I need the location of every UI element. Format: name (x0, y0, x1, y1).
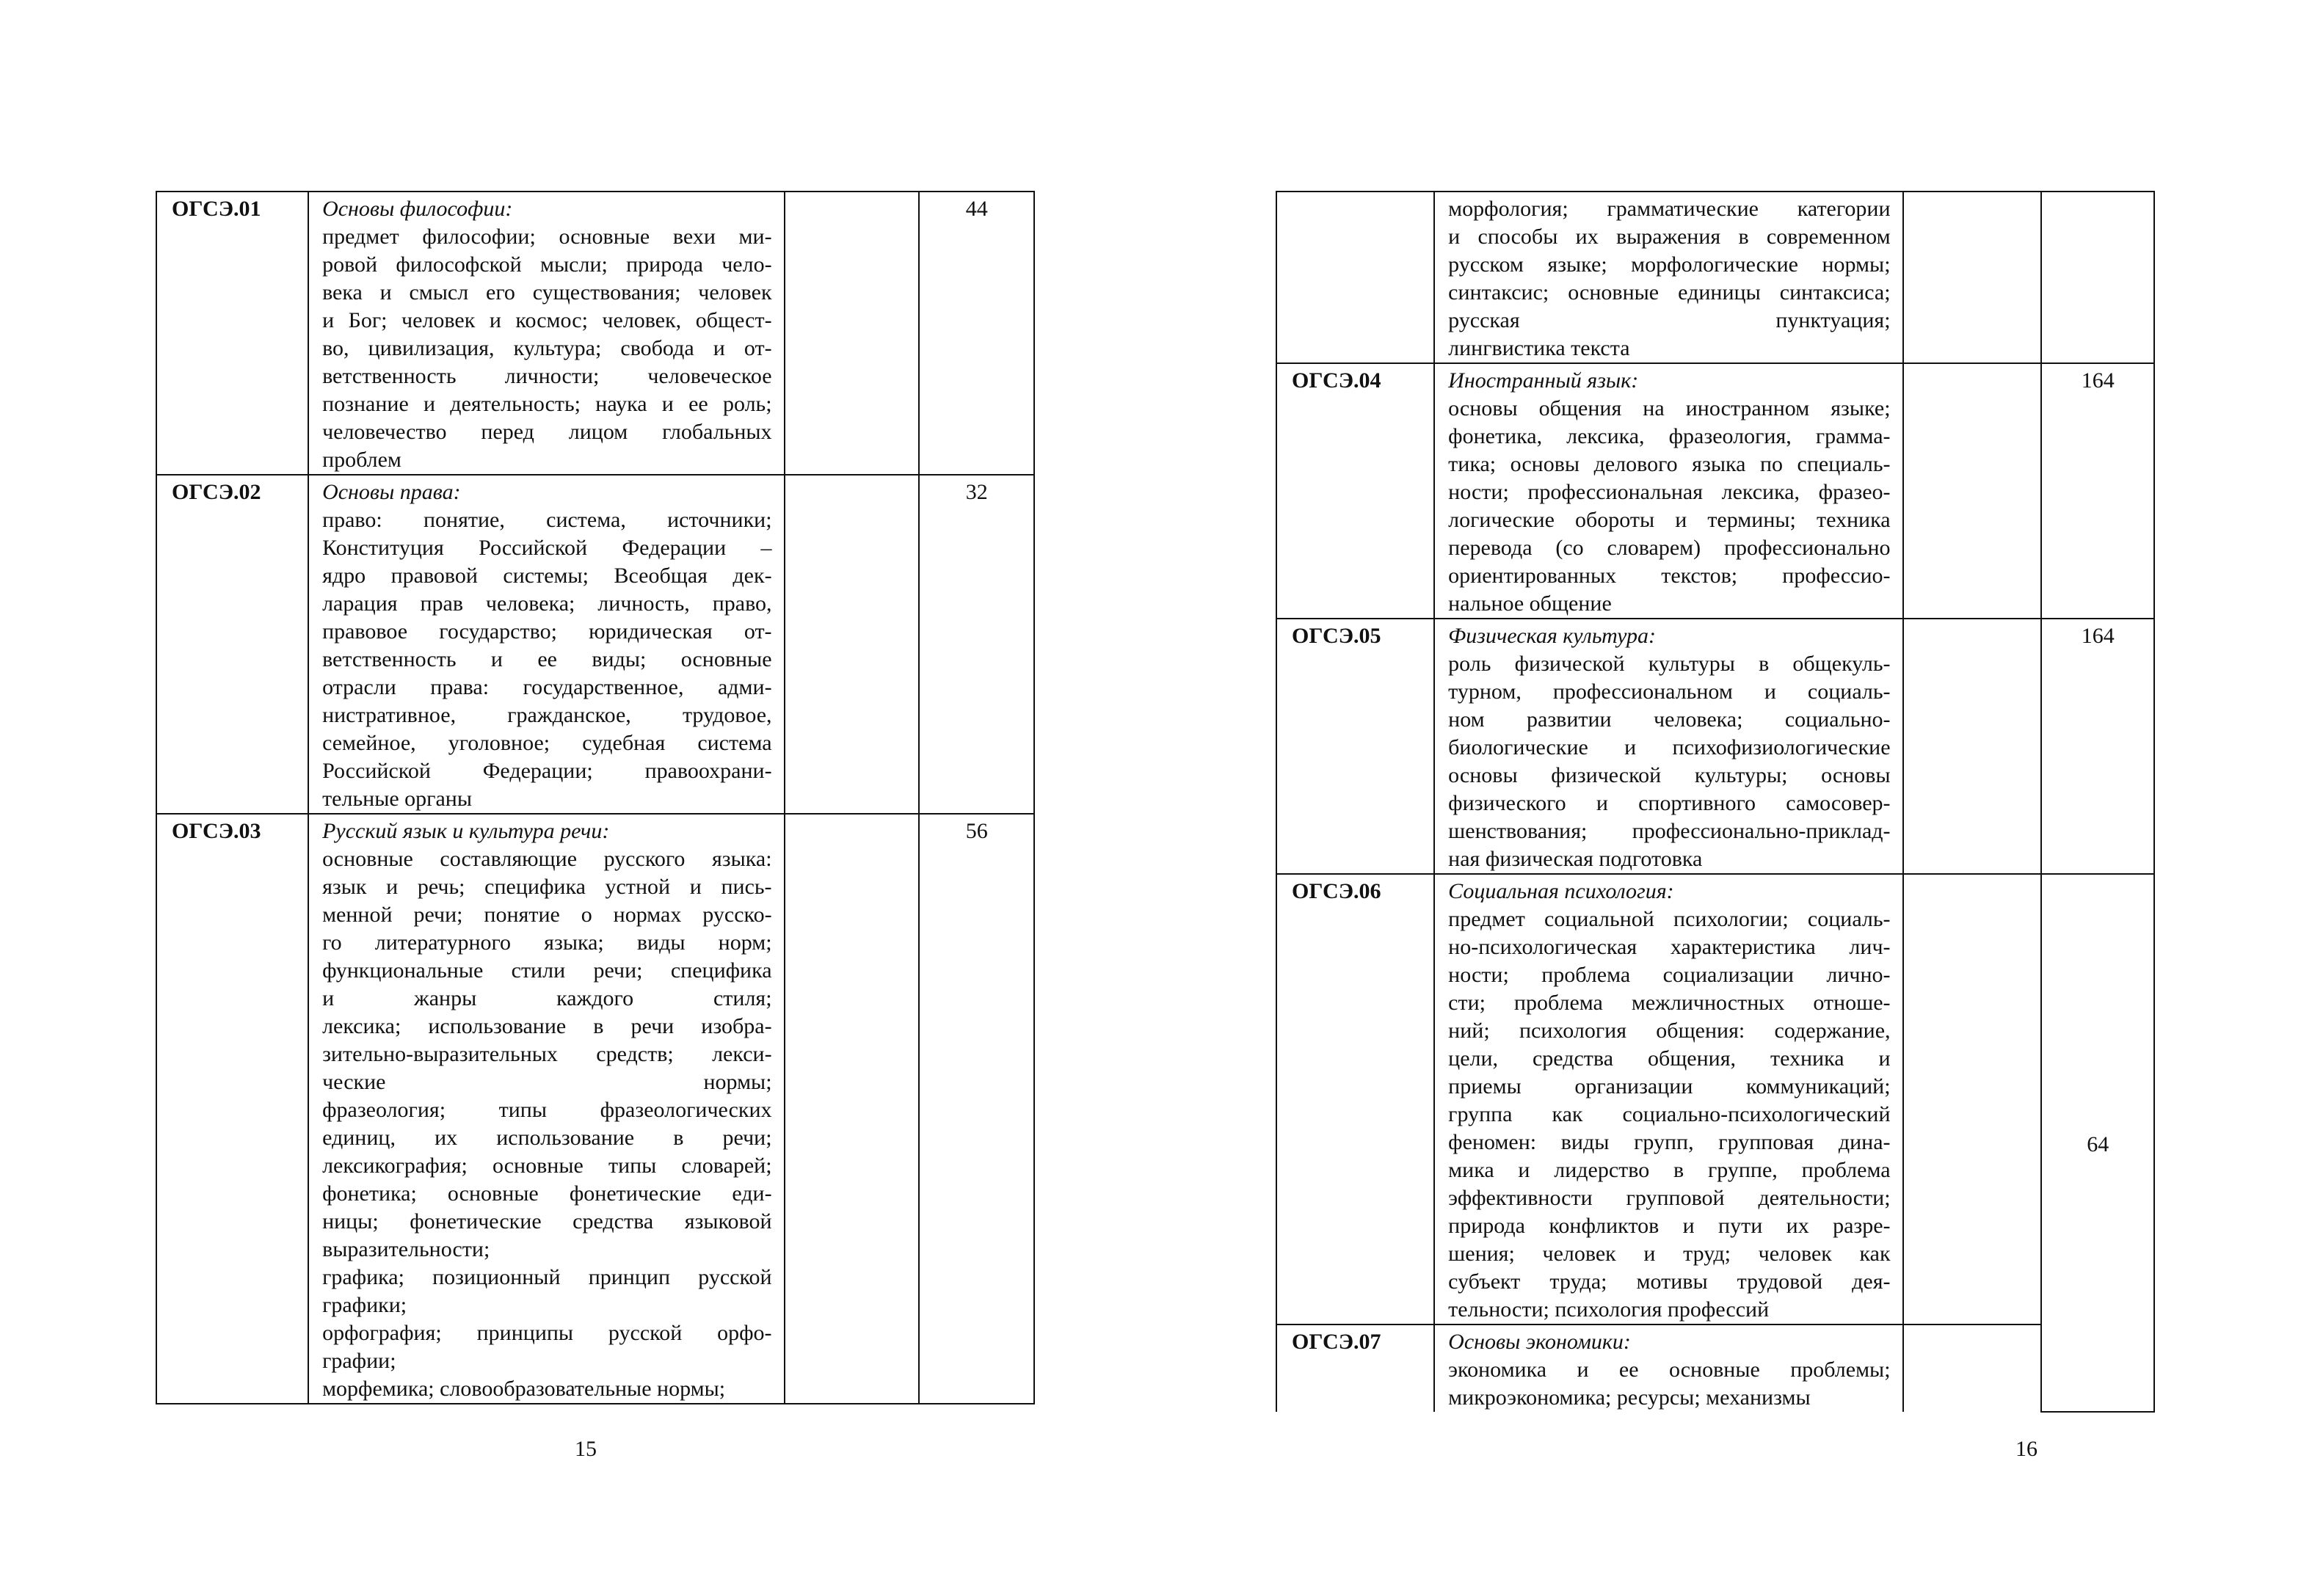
content-line: ческие нормы; (322, 1070, 772, 1094)
content-line: перевода (со словарем) профессионально (1448, 536, 1891, 560)
content-line: ная физическая подготовка (1448, 847, 1703, 871)
content-line: ядро правовой системы; Всеобщая дек- (322, 564, 772, 588)
table-row (156, 475, 1034, 814)
empty-cell (785, 475, 920, 814)
hours-cell: 44 (919, 192, 1034, 475)
content-line: но-психологическая характеристика лич- (1448, 935, 1891, 959)
content-line: биологические и психофизиологические (1448, 735, 1891, 759)
content-line: нистративное, гражданское, трудовое, (322, 703, 772, 727)
hours-cell: 64 (2041, 874, 2154, 1412)
empty-cell (1903, 192, 2042, 363)
content-line: ницы; фонетические средства языковой (322, 1209, 772, 1234)
content-line: язык и речь; специфика устной и пись- (322, 875, 772, 899)
content-line: основы общения на иностранном языке; (1448, 396, 1891, 420)
content-line: приемы организации коммуникаций; (1448, 1074, 1891, 1098)
content-line: ности; профессиональная лексика, фразео- (1448, 480, 1891, 504)
content-line: зительно-выразительных средств; лекси- (322, 1042, 772, 1066)
content-line: право: понятие, система, источники; (322, 508, 772, 532)
content-line: отрасли права: государственное, адми- (322, 675, 772, 699)
table-row (156, 192, 1034, 475)
content-line: природа конфликтов и пути их разре- (1448, 1214, 1891, 1238)
content-line: синтаксис; основные единицы синтаксиса; (1448, 280, 1891, 305)
content-line: века и смысл его существования; человек (322, 280, 772, 305)
subject-code: ОГСЭ.04 (1276, 363, 1434, 619)
subject-title: Иностранный язык: (1448, 368, 1639, 393)
subject-code (1276, 192, 1434, 363)
content-line: го литературного языка; виды норм; (322, 930, 772, 955)
content-line: морфемика; словообразовательные нормы; (322, 1377, 726, 1401)
content-line: выразительности; (322, 1237, 490, 1261)
content-line: во, цивилизация, культура; свобода и от- (322, 336, 772, 360)
content-line: ности; проблема социализации лично- (1448, 963, 1891, 987)
empty-cell (1903, 874, 2042, 1324)
hours-cell (2041, 192, 2154, 363)
content-line: логические обороты и термины; техника (1448, 508, 1891, 532)
content-line: познание и деятельность; наука и ее роль; (322, 392, 772, 416)
empty-cell (1903, 363, 2042, 619)
subject-content (308, 475, 785, 814)
content-line: человечество перед лицом глобальных (322, 420, 772, 444)
content-line: проблем (322, 448, 401, 472)
subject-content (1434, 619, 1902, 874)
hours-cell: 56 (919, 814, 1034, 1404)
subject-code: ОГСЭ.03 (156, 814, 308, 1404)
empty-cell (785, 192, 920, 475)
subject-code: ОГСЭ.02 (156, 475, 308, 814)
content-line: ний; психология общения: содержание, (1448, 1019, 1891, 1043)
content-line: физического и спортивного самосовер- (1448, 791, 1891, 815)
subject-content (308, 192, 785, 475)
empty-cell (1903, 619, 2042, 874)
content-line: графика; позиционный принцип русской (322, 1265, 772, 1289)
content-line: функциональные стили речи; специфика (322, 958, 772, 983)
content-line: ном развитии человека; социально- (1448, 707, 1891, 732)
content-line: шенствования; профессионально-приклад- (1448, 819, 1891, 843)
content-line: графики; (322, 1293, 407, 1317)
content-line: лексикография; основные типы словарей; (322, 1154, 772, 1178)
content-line: ларация прав человека; личность, право, (322, 591, 772, 616)
content-line: тика; основы делового языка по специаль- (1448, 452, 1891, 476)
table-row (1276, 363, 2154, 619)
subject-code: ОГСЭ.07 (1276, 1324, 1434, 1412)
content-line: морфология; грамматические категории (1448, 197, 1891, 221)
content-line: правовое государство; юридическая от- (322, 619, 772, 644)
content-line: ветственность и ее виды; основные (322, 647, 772, 671)
content-line: и Бог; человек и космос; человек, общест- (322, 308, 772, 332)
content-line: русская пунктуация; (1448, 308, 1891, 332)
hours-cell: 164 (2041, 619, 2154, 874)
content-line: экономика и ее основные проблемы; (1448, 1358, 1891, 1382)
content-line: и жанры каждого стиля; (322, 986, 772, 1010)
content-line: графии; (322, 1349, 396, 1373)
content-line: сти; проблема межличностных отноше- (1448, 991, 1891, 1015)
content-line: тельности; психология профессий (1448, 1297, 1770, 1322)
content-line: фонетика; основные фонетические еди- (322, 1181, 772, 1206)
subject-title: Основы права: (322, 480, 461, 504)
subject-title: Русский язык и культура речи: (322, 819, 610, 843)
content-line: Российской Федерации; правоохрани- (322, 759, 772, 783)
content-line: предмет социальной психологии; социаль- (1448, 907, 1891, 931)
content-line: основы физической культуры; основы (1448, 763, 1891, 787)
content-line: микроэкономика; ресурсы; механизмы (1448, 1385, 1811, 1410)
empty-cell (785, 814, 920, 1404)
subject-code: ОГСЭ.01 (156, 192, 308, 475)
page-right (1156, 0, 2312, 1596)
content-line: шения; человек и труд; человек как (1448, 1242, 1891, 1266)
content-line: турном, профессиональном и социаль- (1448, 679, 1891, 704)
table-row (156, 814, 1034, 1404)
content-line: менной речи; понятие о нормах русско- (322, 903, 772, 927)
content-line: эффективности групповой деятельности; (1448, 1186, 1891, 1210)
subject-title: Физическая культура: (1448, 624, 1656, 648)
subject-content (1434, 1324, 1902, 1412)
content-line: предмет философии; основные вехи ми- (322, 225, 772, 249)
page-number: 16 (2015, 1437, 2037, 1461)
content-line: ровой философской мысли; природа чело- (322, 252, 772, 277)
subject-title: Социальная психология: (1448, 879, 1674, 903)
content-line: группа как социально-психологический (1448, 1102, 1891, 1126)
content-line: семейное, уголовное; судебная система (322, 731, 772, 755)
content-line: нальное общение (1448, 591, 1612, 616)
content-line: русском языке; морфологические нормы; (1448, 252, 1891, 277)
content-line: и способы их выражения в современном (1448, 225, 1891, 249)
subject-content (1434, 363, 1902, 619)
table-row (1276, 1324, 2154, 1412)
subject-title: Основы экономики: (1448, 1330, 1631, 1354)
subject-content (1434, 874, 1902, 1324)
content-line: Конституция Российской Федерации – (322, 536, 772, 560)
content-line: роль физической культуры в общекуль- (1448, 652, 1891, 676)
content-line: тельные органы (322, 787, 472, 811)
hours-cell: 164 (2041, 363, 2154, 619)
subject-content (1434, 192, 1902, 363)
content-line: лингвистика текста (1448, 336, 1630, 360)
empty-cell (1903, 1324, 2042, 1412)
table-row (1276, 192, 2154, 363)
content-line: цели, средства общения, техника и (1448, 1046, 1891, 1071)
content-line: мика и лидерство в группе, проблема (1448, 1158, 1891, 1182)
subject-code: ОГСЭ.05 (1276, 619, 1434, 874)
content-line: орфография; принципы русской орфо- (322, 1321, 772, 1345)
content-line: фразеология; типы фразеологических (322, 1098, 772, 1122)
curriculum-table-right (1276, 191, 2155, 1413)
table-row (1276, 619, 2154, 874)
content-line: субъект труда; мотивы трудовой дея- (1448, 1269, 1891, 1294)
subject-content (308, 814, 785, 1404)
content-line: лексика; использование в речи изобра- (322, 1014, 772, 1038)
table-row (1276, 874, 2154, 1324)
curriculum-table-left (156, 191, 1035, 1404)
hours-cell: 32 (919, 475, 1034, 814)
subject-code: ОГСЭ.06 (1276, 874, 1434, 1324)
content-line: ориентированных текстов; профессио- (1448, 564, 1891, 588)
content-line: основные составляющие русского языка: (322, 847, 772, 871)
content-line: единиц, их использование в речи; (322, 1126, 772, 1150)
subject-title: Основы философии: (322, 197, 513, 221)
page-number: 15 (575, 1437, 597, 1461)
content-line: феномен: виды групп, групповая дина- (1448, 1130, 1891, 1154)
content-line: ветственность личности; человеческое (322, 364, 772, 388)
content-line: фонетика, лексика, фразеология, грамма- (1448, 424, 1891, 448)
